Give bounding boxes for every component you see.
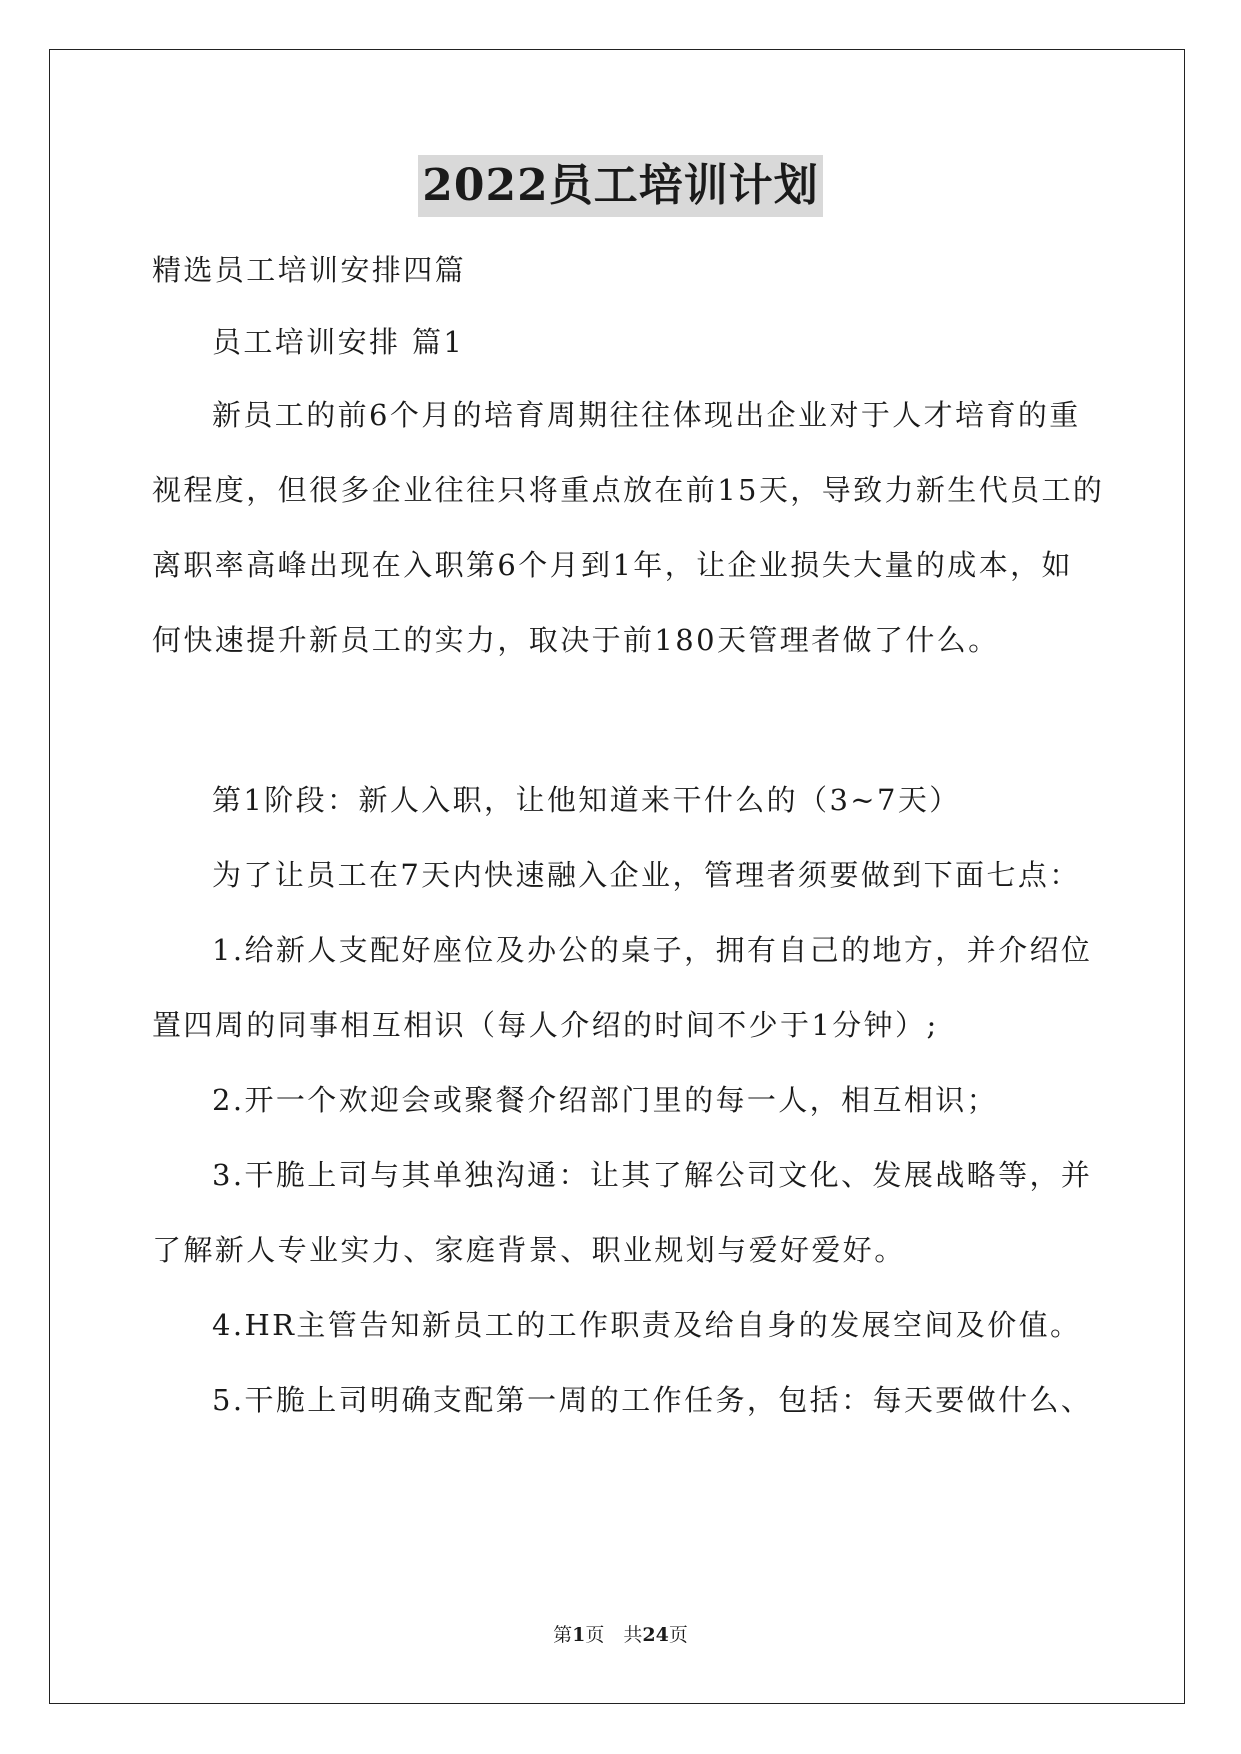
list-item: 2.开一个欢迎会或聚餐介绍部门里的每一人，相互相识；	[212, 1083, 999, 1117]
paragraph-line: 何快速提升新员工的实力，取决于前180天管理者做了什么。	[152, 623, 1000, 657]
section-heading: 员工培训安排 篇1	[212, 325, 465, 359]
title-wrap	[0, 155, 1241, 217]
stage-heading: 第1阶段：新人入职，让他知道来干什么的（3~7天）	[212, 783, 961, 817]
list-item-continuation: 置四周的同事相互相识（每人介绍的时间不少于1分钟）;	[152, 1008, 939, 1042]
stage-intro: 为了让员工在7天内快速融入企业，管理者须要做到下面七点：	[212, 858, 1081, 892]
footer-suffix: 页	[668, 1624, 688, 1646]
footer-page-number: 1	[572, 1624, 586, 1646]
page-footer	[0, 1620, 1241, 1647]
footer-total-pages: 24	[642, 1624, 669, 1646]
paragraph-line: 离职率高峰出现在入职第6个月到1年，让企业损失大量的成本，如	[152, 548, 1073, 582]
subtitle: 精选员工培训安排四篇	[152, 253, 467, 287]
document-title: 2022员工培训计划	[418, 155, 822, 217]
footer-prefix: 第	[553, 1624, 573, 1646]
list-item: 5.干脆上司明确支配第一周的工作任务，包括：每天要做什么、	[212, 1383, 1093, 1417]
paragraph-line: 视程度，但很多企业往往只将重点放在前15天，导致力新生代员工的	[152, 473, 1105, 507]
paragraph-line: 新员工的前6个月的培育周期往往体现出企业对于人才培育的重	[212, 398, 1081, 432]
list-item-continuation: 了解新人专业实力、家庭背景、职业规划与爱好爱好。	[152, 1233, 906, 1267]
footer-mid: 页 共	[585, 1624, 643, 1646]
list-item: 1.给新人支配好座位及办公的桌子，拥有自己的地方，并介绍位	[212, 933, 1093, 967]
list-item: 4.HR主管告知新员工的工作职责及给自身的发展空间及价值。	[212, 1308, 1082, 1342]
list-item: 3.干脆上司与其单独沟通：让其了解公司文化、发展战略等，并	[212, 1158, 1093, 1192]
